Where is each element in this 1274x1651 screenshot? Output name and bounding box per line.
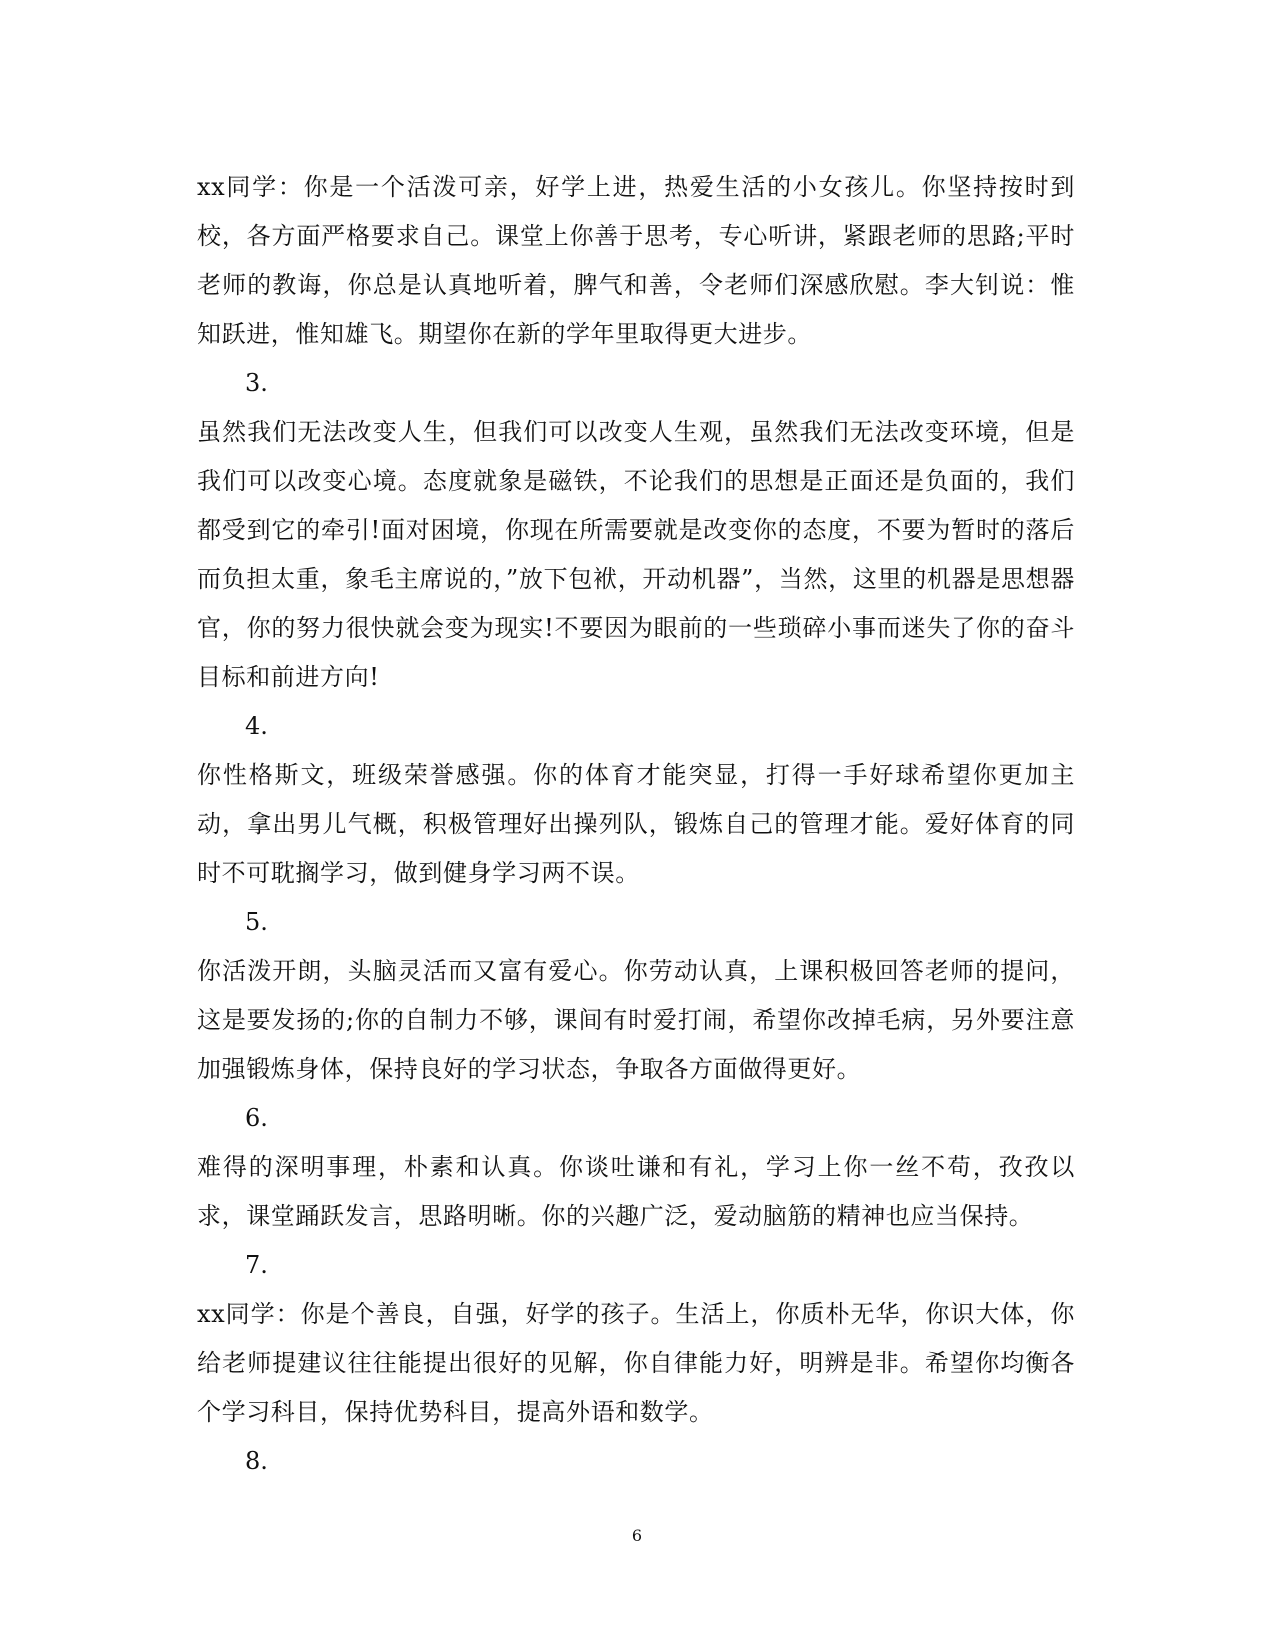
item-number: 6. (245, 1104, 268, 1132)
document-body (197, 163, 1075, 1486)
paragraph: 你活泼开朗，头脑灵活而又富有爱心。你劳动认真，上课积极回答老师的提问，这是要发扬的;你的自制力不够，课间有时爱打闹，希望你改掉毛病，另外要注意加强锻炼身体，保持良好的学习状态，争取各方面做得更好。 (197, 957, 1075, 1083)
item-number: 5. (245, 908, 268, 936)
item-number: 4. (245, 712, 268, 740)
paragraph: xx同学：你是一个活泼可亲，好学上进，热爱生活的小女孩儿。你坚持按时到校，各方面严格要求自己。课堂上你善于思考，专心听讲，紧跟老师的思路;平时老师的教诲，你总是认真地听着，脾气和善，令老师们深感欣慰。李大钊说：惟知跃进，惟知雄飞。期望你在新的学年里取得更大进步。 (197, 173, 1075, 348)
paragraph: 虽然我们无法改变人生，但我们可以改变人生观，虽然我们无法改变环境，但是我们可以改变心境。态度就象是磁铁，不论我们的思想是正面还是负面的，我们都受到它的牵引!面对困境，你现在所需要就是改变你的态度，不要为暂时的落后而负担太重，象毛主席说的，”放下包袱，开动机器”，当然，这里的机器是思想器官，你的努力很快就会变为现实!不要因为眼前的一些琐碎小事而迷失了你的奋斗目标和前进方向! (197, 418, 1075, 691)
item-number: 7. (245, 1251, 268, 1279)
page-number: 6 (631, 1526, 643, 1545)
paragraph: xx同学：你是个善良，自强，好学的孩子。生活上，你质朴无华，你识大体，你给老师提建议往往能提出很好的见解，你自律能力好，明辨是非。希望你均衡各个学习科目，保持优势科目，提高外语和数学。 (197, 1300, 1075, 1426)
paragraph: 你性格斯文，班级荣誉感强。你的体育才能突显，打得一手好球希望你更加主动，拿出男儿气概，积极管理好出操列队，锻炼自己的管理才能。爱好体育的同时不可耽搁学习，做到健身学习两不误。 (197, 761, 1075, 887)
item-number: 8. (245, 1447, 268, 1475)
item-number: 3. (245, 369, 268, 397)
paragraph: 难得的深明事理，朴素和认真。你谈吐谦和有礼，学习上你一丝不苟，孜孜以求，课堂踊跃发言，思路明晰。你的兴趣广泛，爱动脑筋的精神也应当保持。 (197, 1153, 1075, 1230)
